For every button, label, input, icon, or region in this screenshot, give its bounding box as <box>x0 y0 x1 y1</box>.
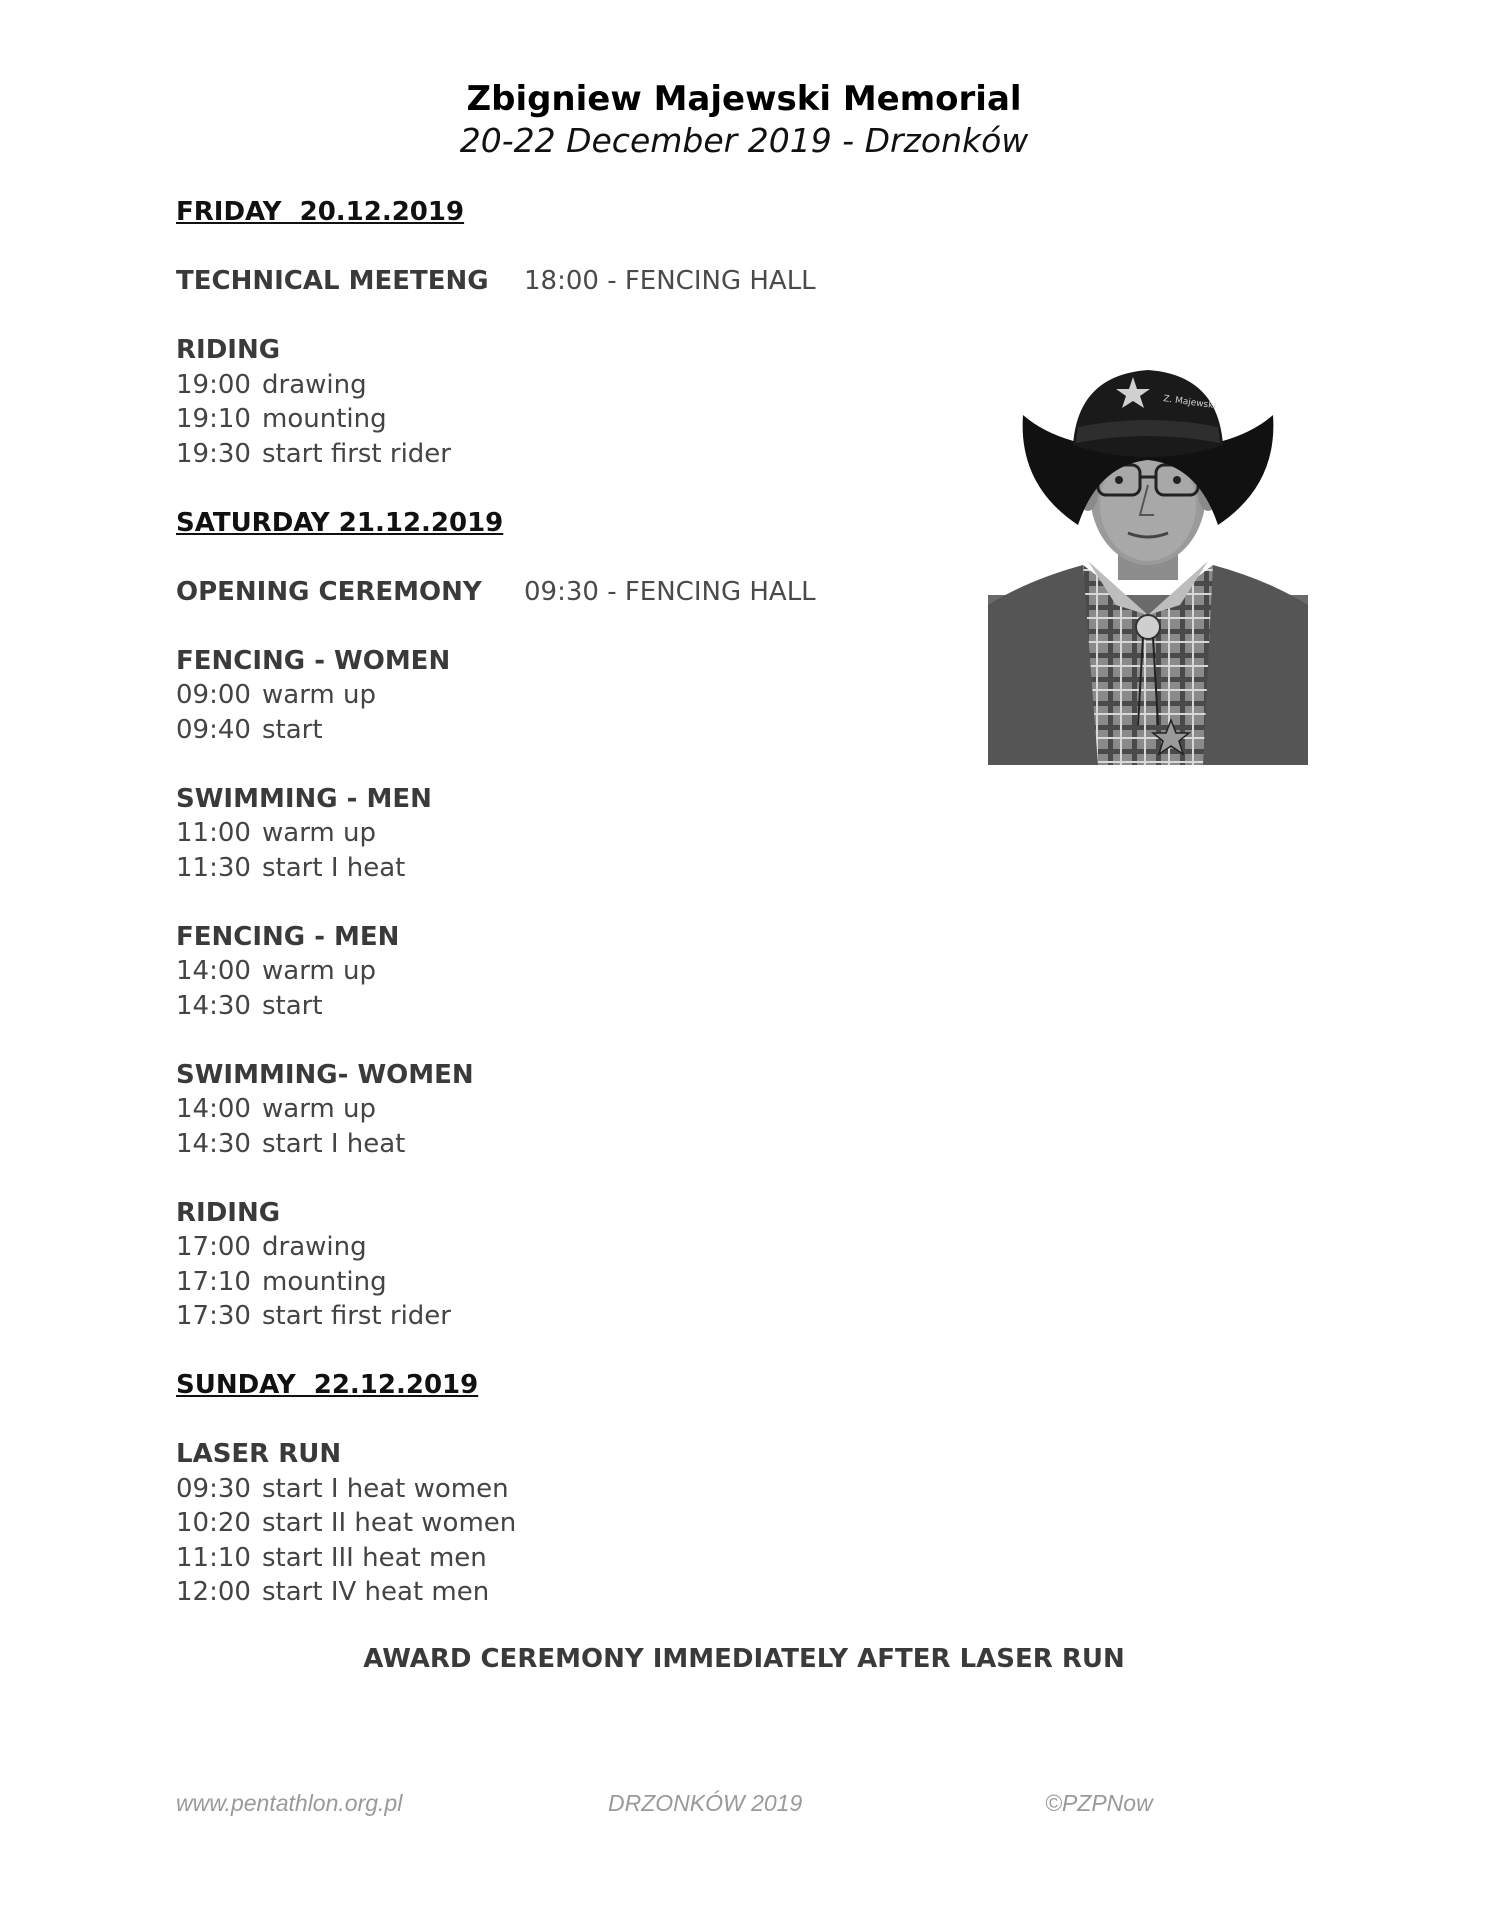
row-time: 19:30 <box>176 438 251 469</box>
schedule-row <box>176 368 996 403</box>
schedule-row <box>176 1092 996 1127</box>
schedule-row <box>176 1575 996 1610</box>
row-time: 17:00 <box>176 1232 251 1262</box>
schedule-row <box>176 1299 996 1334</box>
schedule-row <box>176 816 996 851</box>
event-title: OPENING CEREMONY <box>176 576 482 607</box>
schedule <box>176 195 996 1644</box>
row-text: mounting <box>262 404 387 434</box>
block-title: RIDING <box>176 335 281 365</box>
row-text: start first rider <box>262 1301 451 1331</box>
row-text: warm up <box>262 1094 377 1124</box>
row-text: start IV heat men <box>262 1577 490 1607</box>
block-title: SWIMMING - MEN <box>176 783 432 814</box>
row-time: 17:30 <box>176 1301 251 1331</box>
row-time: 14:00 <box>176 956 251 986</box>
row-text: warm up <box>262 818 377 848</box>
row-text: drawing <box>262 1232 367 1262</box>
block-swimming-women <box>176 1058 996 1162</box>
hat-inscription: Z. Majewski <box>1162 394 1217 412</box>
footer-website: www.pentathlon.org.pl <box>176 1790 403 1816</box>
block-title: SWIMMING- WOMEN <box>176 1059 474 1090</box>
row-time: 14:00 <box>176 1094 251 1124</box>
row-text: mounting <box>262 1266 387 1297</box>
page-subtitle: 20-22 December 2019 - Drzonków <box>459 121 1029 160</box>
schedule-row <box>176 989 996 1024</box>
page-title: Zbigniew Majewski Memorial <box>466 79 1022 119</box>
block-saturday-riding <box>176 1196 996 1334</box>
row-time: 09:00 <box>176 680 251 710</box>
row-text: start first rider <box>262 438 451 469</box>
block-title: FENCING - MEN <box>176 921 400 952</box>
block-fencing-men <box>176 920 996 1024</box>
schedule-row <box>176 1506 996 1541</box>
row-time: 09:40 <box>176 714 251 745</box>
row-time: 19:00 <box>176 369 251 400</box>
event-title: TECHNICAL MEETENG <box>176 266 489 296</box>
schedule-row <box>176 437 996 472</box>
row-time: 14:30 <box>176 1128 251 1159</box>
row-time: 11:30 <box>176 852 251 883</box>
row-time: 14:30 <box>176 990 251 1021</box>
schedule-row <box>176 1127 996 1162</box>
page-header <box>0 78 1488 162</box>
schedule-row <box>176 678 996 713</box>
event-technical-meeting <box>176 264 996 299</box>
row-time: 10:20 <box>176 1508 251 1538</box>
block-title: LASER RUN <box>176 1439 342 1469</box>
block-laser-run <box>176 1437 996 1610</box>
event-opening-ceremony <box>176 575 996 610</box>
row-text: drawing <box>262 369 367 400</box>
day-heading-saturday: SATURDAY 21.12.2019 <box>176 507 504 538</box>
schedule-row <box>176 1265 996 1300</box>
schedule-row <box>176 1230 996 1265</box>
schedule-row <box>176 713 996 748</box>
event-detail: 09:30 - FENCING HALL <box>524 576 816 607</box>
footer-event: DRZONKÓW 2019 <box>608 1790 803 1816</box>
row-text: start III heat men <box>262 1542 487 1573</box>
row-text: start I heat women <box>262 1473 509 1504</box>
day-heading-friday: FRIDAY 20.12.2019 <box>176 197 465 227</box>
schedule-row <box>176 954 996 989</box>
block-title: RIDING <box>176 1197 281 1228</box>
schedule-row <box>176 851 996 886</box>
schedule-row <box>176 402 996 437</box>
row-time: 11:10 <box>176 1542 251 1573</box>
footer-copyright: ©PZPNow <box>1045 1790 1153 1816</box>
row-text: start <box>262 714 323 745</box>
block-swimming-men <box>176 782 996 886</box>
event-detail: 18:00 - FENCING HALL <box>524 266 816 296</box>
portrait-photo <box>988 365 1308 765</box>
block-title: FENCING - WOMEN <box>176 645 451 676</box>
block-fencing-women <box>176 644 996 748</box>
schedule-row <box>176 1541 996 1576</box>
schedule-row <box>176 1472 996 1507</box>
row-time: 11:00 <box>176 818 251 848</box>
block-friday-riding <box>176 333 996 471</box>
award-ceremony-note: AWARD CEREMONY IMMEDIATELY AFTER LASER RUN <box>363 1644 1125 1674</box>
row-text: start I heat <box>262 852 406 883</box>
day-heading-sunday: SUNDAY 22.12.2019 <box>176 1370 479 1400</box>
row-text: start I heat <box>262 1128 406 1159</box>
row-time: 09:30 <box>176 1473 251 1504</box>
row-time: 19:10 <box>176 404 251 434</box>
row-text: start <box>262 990 323 1021</box>
row-text: warm up <box>262 680 377 710</box>
row-time: 12:00 <box>176 1577 251 1607</box>
row-text: warm up <box>262 956 377 986</box>
row-text: start II heat women <box>262 1508 517 1538</box>
row-time: 17:10 <box>176 1266 251 1297</box>
